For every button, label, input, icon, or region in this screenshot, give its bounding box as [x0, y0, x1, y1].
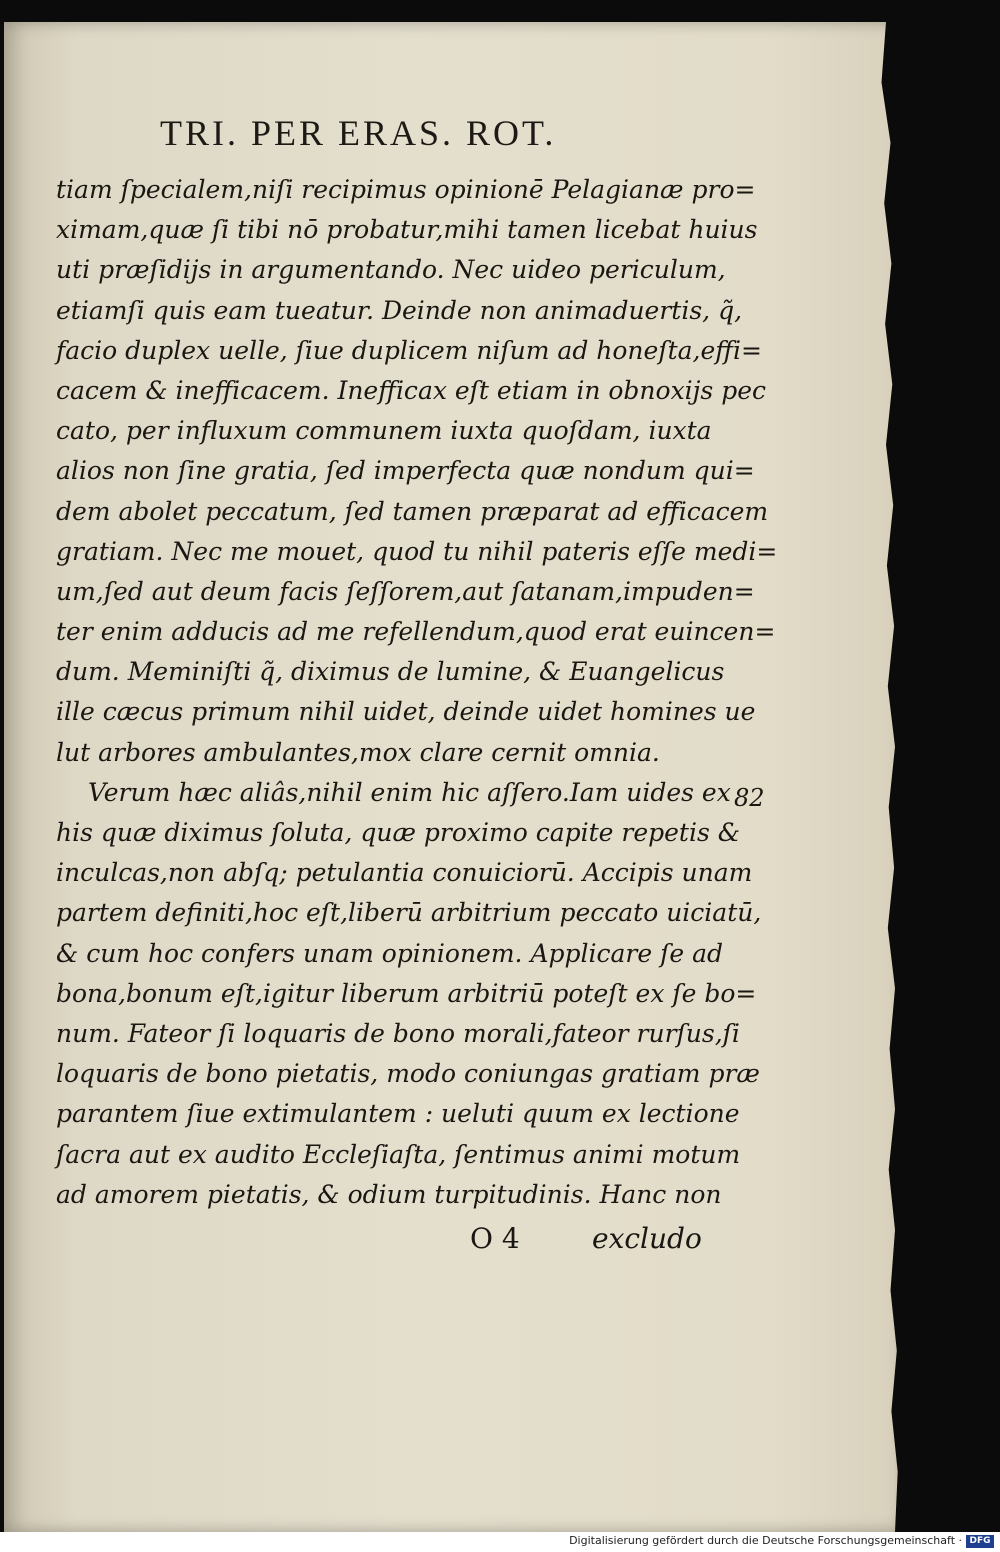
text-line: um,ſed aut deum facis ſeſſorem,aut ſatanam,impuden= [56, 576, 755, 606]
text-line: cato, per influxum communem iuxta quoſdam, iuxta [56, 416, 712, 446]
text-line: & cum hoc confers unam opinionem. Applicare ſe ad [56, 938, 723, 968]
text-line: ter enim adducis ad me refellendum,quod erat euincen= [56, 617, 776, 647]
text-line: partem definiti,hoc eſt,liberū arbitrium peccato uiciatū, [56, 898, 762, 928]
text-line: gratiam. Nec me mouet, quod tu nihil pateris eſſe medi= [56, 536, 778, 566]
text-line: ille cæcus primum nihil uidet, deinde uidet homines ue [56, 697, 756, 727]
text-line: ſacra aut ex audito Eccleſiaſta, ſentimus animi motum [56, 1139, 741, 1169]
text-line: cacem & inefficacem. Inefficax eſt etiam in obnoxijs pec [56, 375, 766, 405]
catchword: excludo [592, 1222, 702, 1255]
text-line: dem abolet peccatum, ſed tamen præparat ad efficacem [56, 496, 769, 526]
text-line: ad amorem pietatis, & odium turpitudinis. Hanc non [56, 1179, 722, 1209]
text-line: inculcas,non abſq; petulantia conuiciorū. Accipis unam [56, 858, 753, 888]
text-line: parantem ſiue extimulantem : ueluti quum ex lectione [56, 1099, 740, 1129]
text-line: bona,bonum eſt,igitur liberum arbitriū poteſt ex ſe bo= [56, 978, 757, 1008]
text-line: tiam ſpecialem,niſi recipimus opinionē Pelagianæ pro= [56, 175, 756, 204]
margin-note: 82 [734, 784, 765, 812]
text-line: num. Fateor ſi loquaris de bono morali,fateor rurſus,ſi [56, 1018, 740, 1048]
text-line: lut arbores ambulantes,mox clare cernit omnia. [56, 737, 660, 767]
text-line-paragraph-start: Verum hæc aliâs,nihil enim hic aſſero.Iam uides ex [88, 777, 731, 807]
signature-mark: O 4 [470, 1222, 520, 1255]
text-line: etiamſi quis eam tueatur. Deinde non animaduertis, q̃, [56, 295, 743, 325]
footer-bar [0, 1532, 1000, 1552]
footer-credit: Digitalisierung gefördert durch die Deutsche Forschungsgemeinschaft · [569, 1534, 962, 1547]
text-line: facio duplex uelle, ſiue duplicem niſum ad honeſta,effi= [56, 335, 762, 365]
dfg-logo-icon: DFG [966, 1535, 994, 1548]
running-head: TRI. PER ERAS. ROT. [160, 113, 557, 153]
text-line: uti præſidijs in argumentando. Nec uideo periculum, [56, 255, 726, 285]
text-line: alios non ſine gratia, ſed imperfecta quæ nondum qui= [56, 456, 755, 486]
text-line: ximam,quæ ſi tibi nō probatur,mihi tamen licebat huius [56, 215, 758, 245]
text-line: his quæ diximus ſoluta, quæ proximo capite repetis & [56, 818, 741, 847]
text-line: loquaris de bono pietatis, modo coniungas gratiam præ [56, 1059, 760, 1089]
text-line: dum. Meminiſti q̃, diximus de lumine, & Euangelicus [56, 657, 725, 687]
